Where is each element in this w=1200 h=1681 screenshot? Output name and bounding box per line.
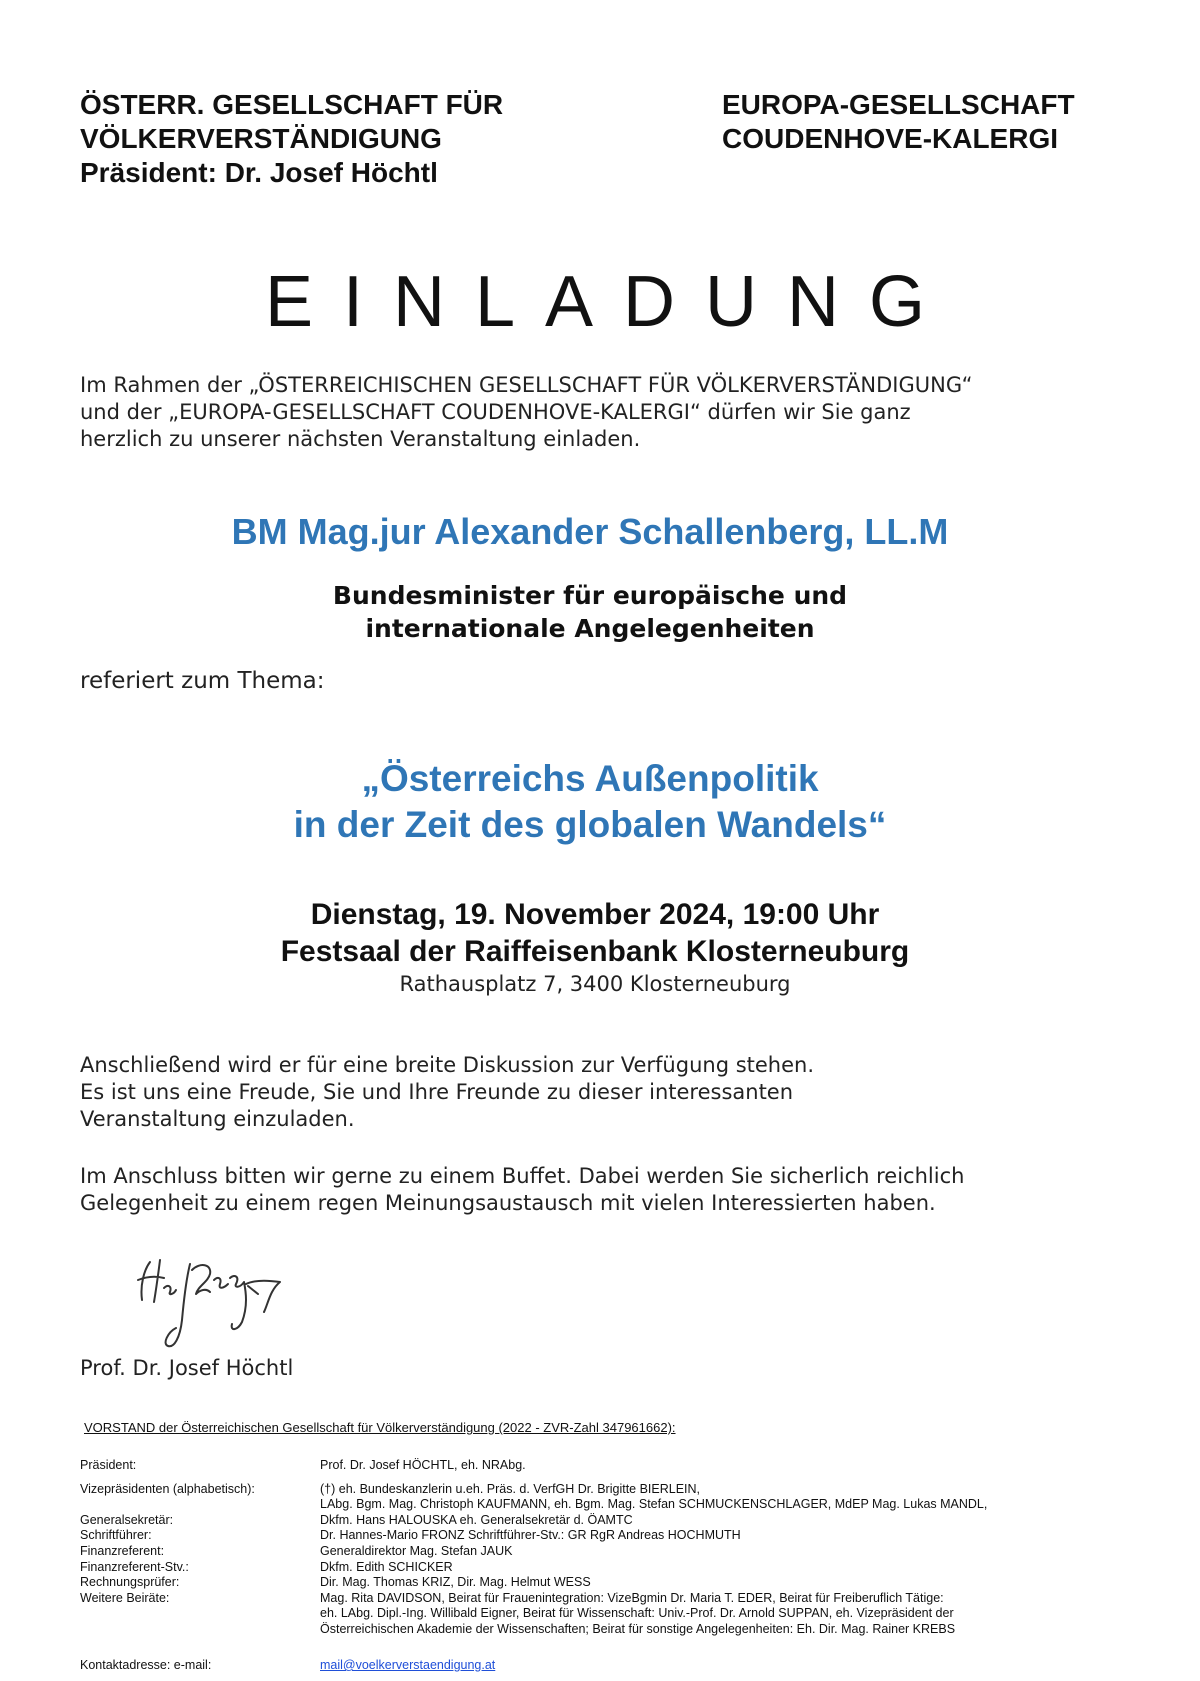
board-row <box>80 1482 1140 1513</box>
board-row-line: Dkfm. Edith SCHICKER <box>320 1559 453 1574</box>
board-row-label: Schriftführer: <box>80 1528 152 1543</box>
board-row-value <box>320 1544 1140 1560</box>
board-row-label: Vizepräsidenten (alphabetisch): <box>80 1481 255 1496</box>
buffet-paragraph <box>80 1163 1140 1217</box>
paragraph-line: Im Anschluss bitten wir gerne zu einem Buffet. Dabei werden Sie sicherlich reichlich <box>80 1164 965 1188</box>
org-name-line-2: VÖLKERVERSTÄNDIGUNG <box>80 123 442 154</box>
board-row <box>80 1560 1140 1576</box>
event-date: Dienstag, 19. November 2024, 19:00 Uhr <box>310 898 880 931</box>
talk-topic-line: „Österreichs Außenpolitik <box>361 758 819 799</box>
board-heading: VORSTAND der Österreichischen Gesellschaft für Völkerverständigung (2022 - ZVR-Zahl 347961662): <box>84 1420 676 1435</box>
paragraph-line: Anschließend wird er für eine breite Diskussion zur Verfügung stehen. <box>80 1053 815 1077</box>
board-row <box>80 1458 1140 1474</box>
paragraph-line: Es ist uns eine Freude, Sie und Ihre Freunde zu dieser interessanten <box>80 1080 794 1104</box>
handwritten-signature <box>130 1250 290 1360</box>
board-members-table <box>80 1458 1140 1638</box>
organization-header-left <box>80 88 503 190</box>
board-row-value <box>320 1458 1140 1474</box>
organization-header-right <box>722 88 1075 156</box>
partner-org-line-1: EUROPA-GESELLSCHAFT <box>722 89 1075 120</box>
board-row-label: Finanzreferent-Stv.: <box>80 1559 189 1574</box>
contact-email-link[interactable]: mail@voelkerverstaendigung.at <box>320 1658 496 1672</box>
discussion-paragraph <box>80 1052 1140 1133</box>
intro-line: Im Rahmen der „ÖSTERREICHISCHEN GESELLSCHAFT FÜR VÖLKERVERSTÄNDIGUNG“ <box>80 373 973 397</box>
board-row-line: Dr. Hannes-Mario FRONZ Schriftführer-Stv.: GR RgR Andreas HOCHMUTH <box>320 1528 741 1543</box>
org-president: Präsident: Dr. Josef Höchtl <box>80 157 438 188</box>
board-row-line: Prof. Dr. Josef HÖCHTL, eh. NRAbg. <box>320 1458 526 1472</box>
board-row-label: Präsident: <box>80 1458 137 1472</box>
contact-label: Kontaktadresse: e-mail: <box>80 1658 212 1672</box>
board-row-line: Mag. Rita DAVIDSON, Beirat für Frauenintegration: VizeBgmin Dr. Maria T. EDER, Beirat für Freiberuflich Tätige: <box>320 1590 944 1605</box>
board-row <box>80 1575 1140 1591</box>
board-row-label: Finanzreferent: <box>80 1543 165 1558</box>
board-row <box>80 1591 1140 1638</box>
partner-org-line-2: COUDENHOVE-KALERGI <box>722 123 1059 154</box>
event-venue: Festsaal der Raiffeisenbank Klosterneuburg <box>280 935 910 968</box>
event-details <box>0 896 1190 970</box>
board-row-line: Generaldirektor Mag. Stefan JAUK <box>320 1543 513 1558</box>
intro-line: herzlich zu unserer nächsten Veranstaltung einladen. <box>80 427 641 451</box>
board-row-line: Österreichischen Akademie der Wissenschaften; Beirat für sonstige Angelegenheiten: Eh. Dir. Mag. Rainer KREBS <box>320 1621 956 1636</box>
signer-name: Prof. Dr. Josef Höchtl <box>80 1356 294 1380</box>
board-row-value <box>320 1482 1140 1513</box>
board-row-value <box>320 1575 1140 1591</box>
invitation-title: EINLADUNG <box>264 262 956 342</box>
board-row-line: Dkfm. Hans HALOUSKA eh. Generalsekretär d. ÖAMTC <box>320 1512 633 1527</box>
board-row-line: (†) eh. Bundeskanzlerin u.eh. Präs. d. VerfGH Dr. Brigitte BIERLEIN, <box>320 1481 701 1496</box>
talk-topic-line: in der Zeit des globalen Wandels“ <box>293 804 887 845</box>
board-row-label: Rechnungsprüfer: <box>80 1575 180 1590</box>
org-name-line-1: ÖSTERR. GESELLSCHAFT FÜR <box>80 89 504 120</box>
board-row <box>80 1544 1140 1560</box>
speaker-role-line: internationale Angelegenheiten <box>365 614 815 643</box>
board-row-value <box>320 1591 1140 1638</box>
speaker-name: BM Mag.jur Alexander Schallenberg, LL.M <box>231 511 949 552</box>
board-row-value <box>320 1528 1140 1544</box>
speaker-role-line: Bundesminister für europäische und <box>332 581 848 610</box>
paragraph-line: Gelegenheit zu einem regen Meinungsaustausch mit vielen Interessierten haben. <box>80 1191 936 1215</box>
board-row <box>80 1513 1140 1529</box>
intro-paragraph <box>80 372 1120 453</box>
speaker-role <box>0 579 1180 645</box>
event-address: Rathausplatz 7, 3400 Klosterneuburg <box>399 972 791 996</box>
board-row-label: Generalsekretär: <box>80 1512 174 1527</box>
board-row-value <box>320 1513 1140 1529</box>
board-row-line: LAbg. Bgm. Mag. Christoph KAUFMANN, eh. Bgm. Mag. Stefan SCHMUCKENSCHLAGER, MdEP Mag. Lukas MANDL, <box>320 1497 988 1512</box>
contact-row <box>80 1657 1140 1673</box>
board-row-line: Dir. Mag. Thomas KRIZ, Dir. Mag. Helmut WESS <box>320 1575 591 1590</box>
topic-intro: referiert zum Thema: <box>80 668 325 694</box>
board-row-line: eh. LAbg. Dipl.-Ing. Willibald Eigner, Beirat für Wissenschaft: Univ.-Prof. Dr. Arnold SUPPAN, eh. Vizepräsident der <box>320 1606 954 1621</box>
talk-topic <box>0 756 1180 848</box>
board-row <box>80 1528 1140 1544</box>
paragraph-line: Veranstaltung einzuladen. <box>80 1107 355 1131</box>
intro-line: und der „EUROPA-GESELLSCHAFT COUDENHOVE-KALERGI“ dürfen wir Sie ganz <box>80 400 911 424</box>
board-row-value <box>320 1560 1140 1576</box>
board-row-label: Weitere Beiräte: <box>80 1590 170 1605</box>
